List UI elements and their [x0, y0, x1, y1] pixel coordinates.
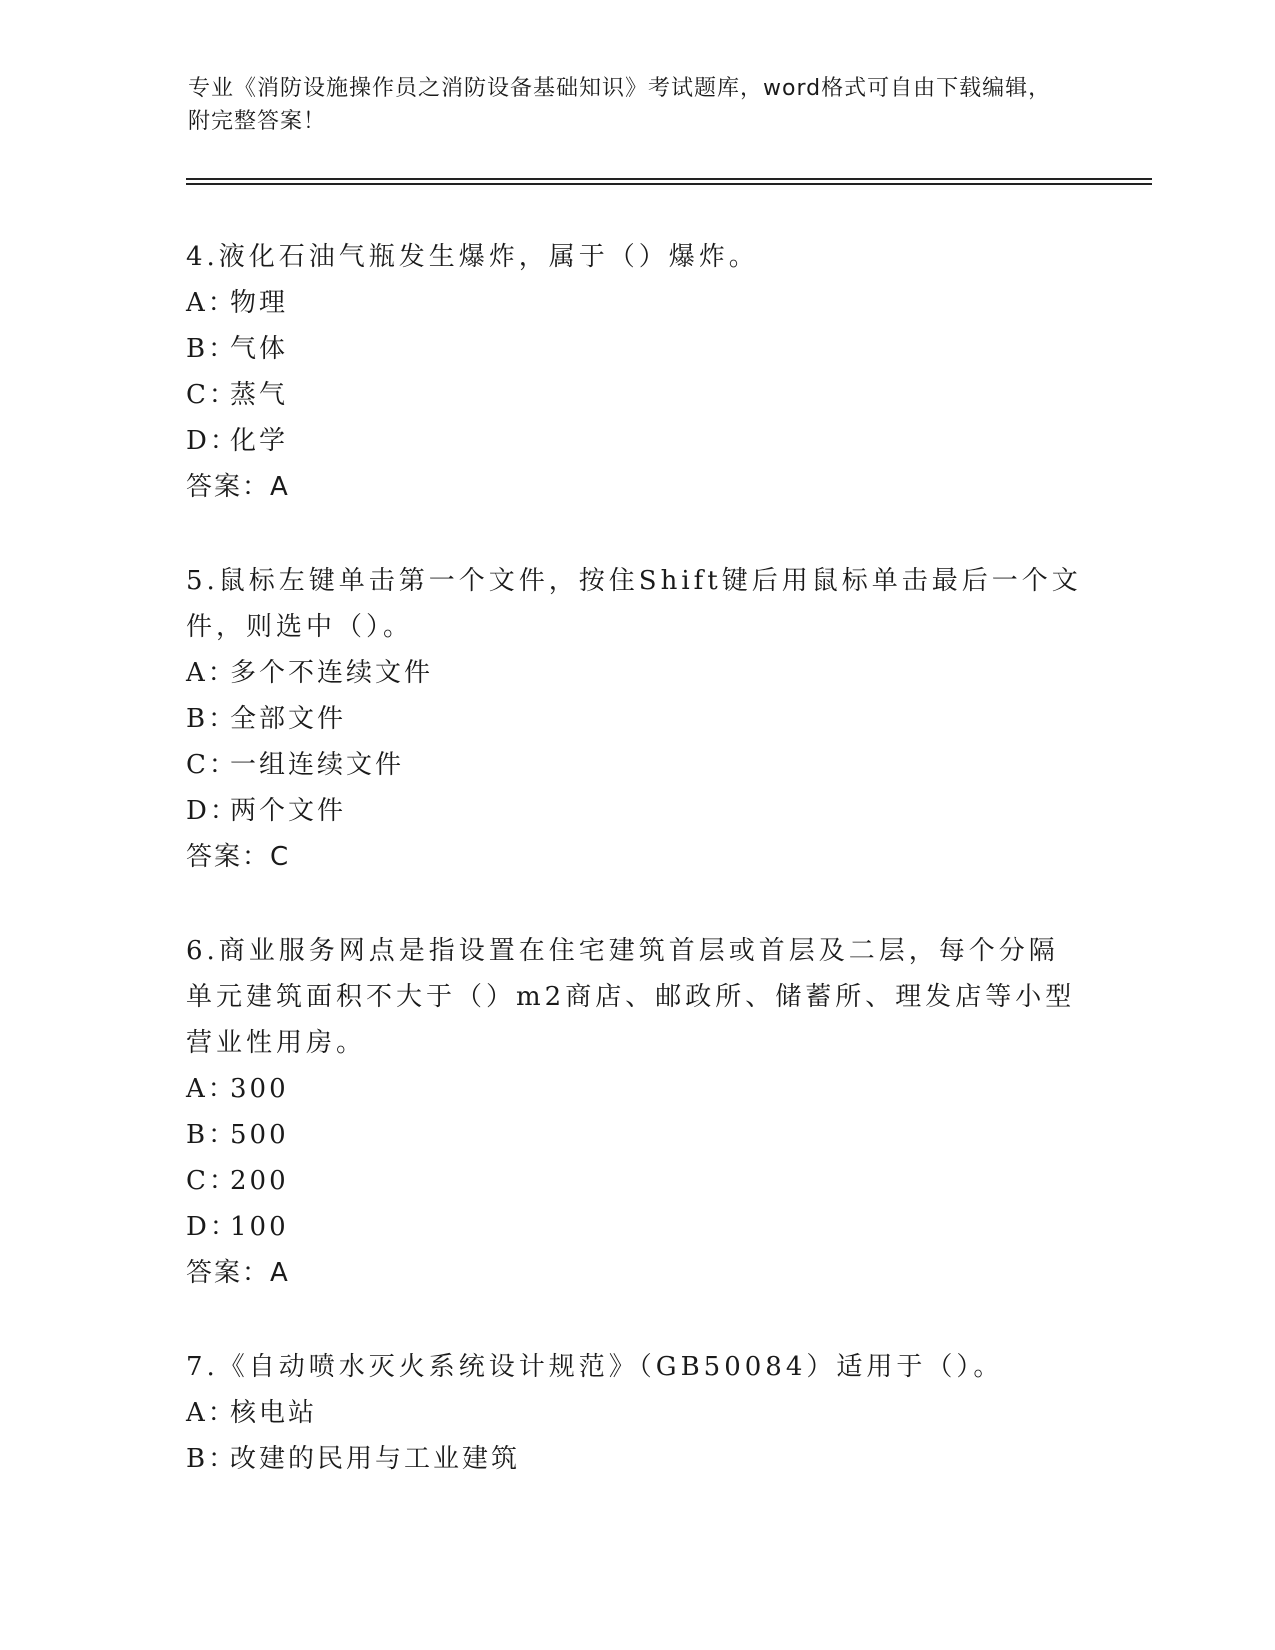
answer-label: 答案： — [186, 472, 271, 502]
option-key: A： — [186, 658, 237, 688]
answer-line — [186, 834, 1086, 880]
question-text: 5.鼠标左键单击第一个文件，按住Shift键后用鼠标单击最后一个文件，则选中（）。 — [186, 566, 1082, 642]
option-c — [186, 372, 1086, 418]
header-rule-bottom — [186, 183, 1152, 185]
answer-value: A — [270, 472, 290, 502]
option-text: 多个不连续文件 — [230, 658, 434, 688]
question-text: 4.液化石油气瓶发生爆炸，属于（）爆炸。 — [186, 242, 759, 272]
option-key: C： — [186, 380, 238, 410]
answer-line — [186, 464, 1086, 510]
option-text: 一组连续文件 — [230, 750, 405, 780]
answer-value: A — [270, 1258, 290, 1288]
option-key: D： — [186, 796, 239, 826]
header-rule-top — [186, 178, 1152, 180]
option-text: 全部文件 — [230, 704, 347, 734]
option-text: 300 — [230, 1074, 289, 1104]
option-c — [186, 1158, 1086, 1204]
option-a — [186, 280, 1086, 326]
option-b — [186, 696, 1086, 742]
question-text: 6.商业服务网点是指设置在住宅建筑首层或首层及二层，每个分隔单元建筑面积不大于（）m2商店、邮政所、储蓄所、理发店等小型营业性用房。 — [186, 936, 1076, 1058]
document-header: 专业《消防设施操作员之消防设备基础知识》考试题库，word格式可自由下载编辑，附完整答案！ — [188, 76, 1052, 134]
answer-label: 答案： — [186, 1258, 271, 1288]
option-a — [186, 1390, 1086, 1436]
option-key: A： — [186, 1398, 237, 1428]
option-text: 核电站 — [230, 1398, 318, 1428]
question-item — [186, 234, 1086, 510]
option-text: 改建的民用与工业建筑 — [230, 1444, 521, 1474]
option-text: 500 — [230, 1120, 289, 1150]
option-key: B： — [186, 704, 238, 734]
option-key: D： — [186, 1212, 239, 1242]
question-text: 7.《自动喷水灭火系统设计规范》（GB50084）适用于（）。 — [186, 1352, 1004, 1382]
option-d — [186, 788, 1086, 834]
option-c — [186, 742, 1086, 788]
option-d — [186, 418, 1086, 464]
option-text: 蒸气 — [230, 380, 289, 410]
option-b — [186, 1112, 1086, 1158]
option-b — [186, 1436, 1086, 1482]
question-item — [186, 1344, 1086, 1482]
answer-value: C — [270, 842, 291, 872]
option-key: B： — [186, 334, 238, 364]
option-text: 两个文件 — [230, 796, 347, 826]
option-key: A： — [186, 1074, 237, 1104]
question-item — [186, 928, 1086, 1296]
option-text: 200 — [230, 1166, 289, 1196]
option-text: 化学 — [230, 426, 289, 456]
option-key: D： — [186, 426, 239, 456]
option-key: A： — [186, 288, 237, 318]
option-a — [186, 1066, 1086, 1112]
option-text: 100 — [230, 1212, 289, 1242]
option-key: B： — [186, 1444, 238, 1474]
answer-line — [186, 1250, 1086, 1296]
option-a — [186, 650, 1086, 696]
option-d — [186, 1204, 1086, 1250]
option-key: C： — [186, 750, 238, 780]
option-key: B： — [186, 1120, 238, 1150]
answer-label: 答案： — [186, 842, 271, 872]
option-text: 气体 — [230, 334, 289, 364]
question-item — [186, 558, 1086, 880]
option-text: 物理 — [230, 288, 289, 318]
option-b — [186, 326, 1086, 372]
question-list — [186, 234, 1086, 1530]
option-key: C： — [186, 1166, 238, 1196]
